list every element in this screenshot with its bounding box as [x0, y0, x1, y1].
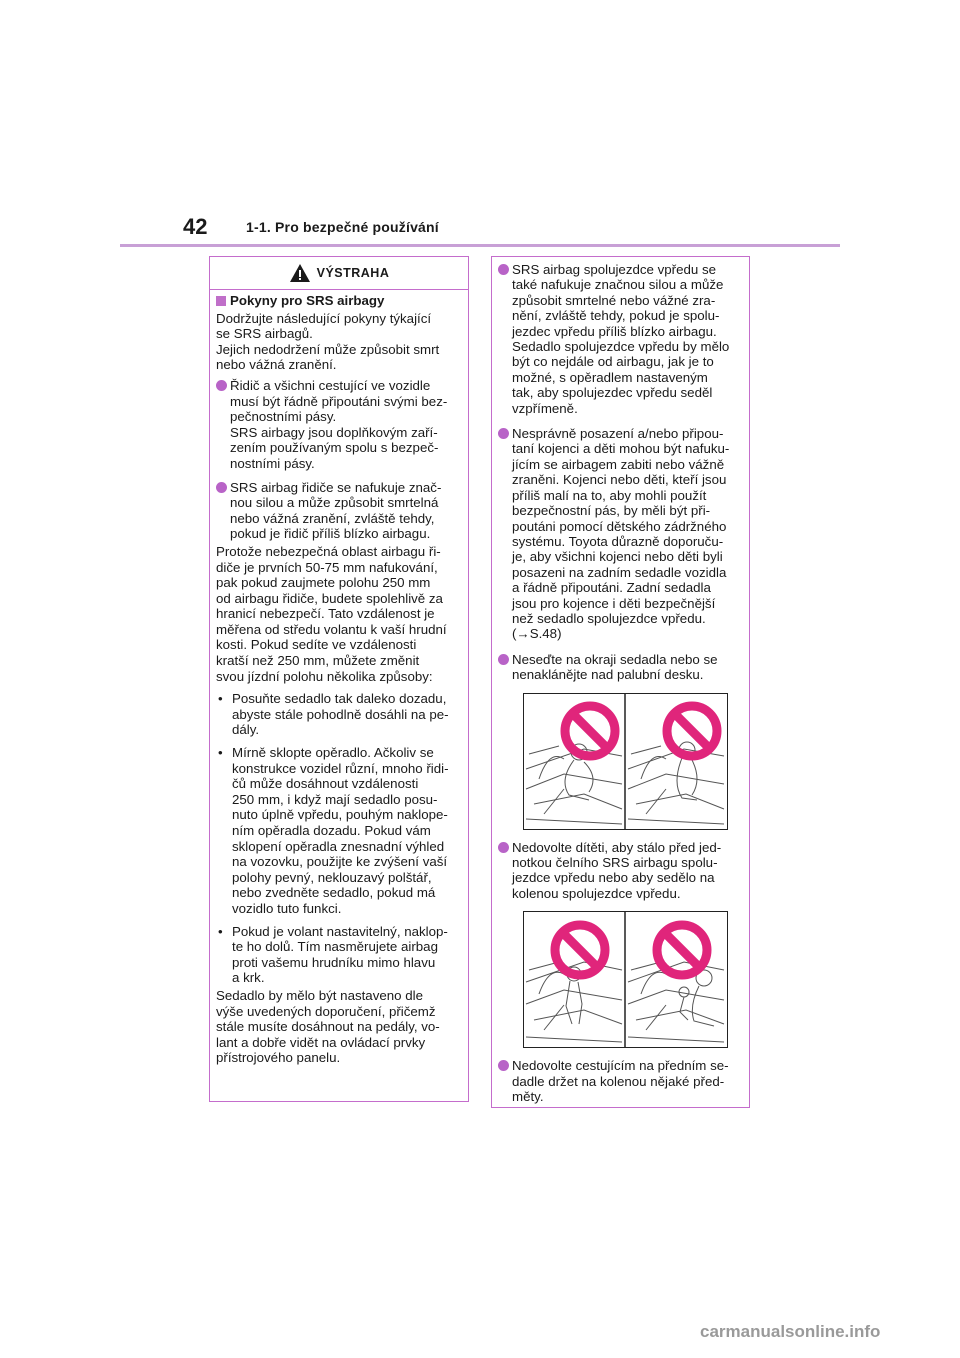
square-bullet-icon [216, 296, 226, 306]
prohibition-icon [565, 706, 615, 756]
dot-bullet-icon [498, 264, 509, 275]
list-item: Nedovolte dítěti, aby stálo před jed- notkou čelního SRS airbagu spolu- jezdce vpředu nebo aby sedělo na kolenou spolujezdce vpředu. [498, 840, 749, 902]
dot-bullet-icon [498, 654, 509, 665]
page-number: 42 [183, 214, 208, 239]
prohibition-icon [657, 925, 707, 975]
right-content [492, 257, 749, 1104]
dot-bullet-icon [216, 482, 227, 493]
list-item: • Posuňte sedadlo tak daleko dozadu, abyste stále pohodlně dosáhli na pe- dály. [218, 691, 449, 738]
section-title: 1-1. Pro bezpečné používání [246, 219, 439, 235]
prohibition-icon [667, 706, 717, 756]
prohibition-icon [555, 925, 605, 975]
dash-bullet: • [218, 923, 223, 939]
dot-bullet-icon [498, 842, 509, 853]
dot-bullet-icon [498, 1060, 509, 1071]
header-rule [120, 244, 840, 247]
illustration-child-posture [523, 911, 728, 1048]
warning-header [210, 257, 468, 290]
list-item: • Pokud je volant nastavitelný, naklop- te ho dolů. Tím nasměrujete airbag proti vašemu hrudníku mimo hlavu a krk. [218, 923, 448, 986]
dash-bullet: • [218, 745, 223, 761]
illustration-panel-left [526, 744, 622, 824]
warning-title: VÝSTRAHA [316, 266, 390, 280]
section-heading: Pokyny pro SRS airbagy [216, 293, 468, 309]
list-item: Nesprávně posazení a/nebo připou- taní kojenci a děti mohou být nafuku- jícím se airbagem zabiti nebo vážně zraněni. Kojenci nebo děti, kteří jsou příliš malí na to, aby mohli použít bezpečnostní pás, by měli být při- poutáni pomocí dětského zádržného systému. Toyota důrazně doporuču- je, aby všichni kojenci nebo děti byli posazeni na zadním sedadle vozidla a řádně připoutáni. Zadní sedadla jsou pro kojence i děti bezpečnější než sedadlo spolujezdce vpředu. (→S.48) [498, 426, 749, 642]
body-paragraph: Protože nebezpečná oblast airbagu ři- diče je prvních 50-75 mm nafukování, pak pokud zaujmete polohu 250 mm od airbagu řidiče, budete spolehlivě za hranicí nebezpečí. Tato vzdálenost je měřena od středu volantu k vaší hrudní kosti. Pokud sedíte ve vzdálenosti kratší než 250 mm, můžete změnit svou jízdní polohu několika způsoby: [216, 543, 447, 684]
dot-bullet-icon [216, 380, 227, 391]
illustration-passenger-posture [523, 693, 728, 830]
warning-box-right [491, 256, 750, 1108]
list-item: SRS airbag spolujezdce vpředu se také nafukuje značnou silou a může způsobit smrtelné nebo vážné zra- nění, zvláště tehdy, pokud je spolu- jezdec vpředu příliš blízko airbagu. Sedadlo spolujezdce vpředu by mělo být co nejdále od airbagu, jak je to možné, s opěradlem nastaveným tak, aby spolujezdec vpředu seděl vzpřímeně. [498, 262, 749, 416]
warning-triangle-icon [289, 263, 311, 283]
warning-box-left [209, 256, 469, 1102]
list-item: Neseďte na okraji sedadla nebo se nenaklánějte nad palubní desku. [498, 652, 749, 683]
list-item: SRS airbag řidiče se nafukuje znač- nou silou a může způsobit smrtelná nebo vážná zranění, zvláště tehdy, pokud je řidič příliš blízko airbagu. [216, 480, 468, 542]
body-paragraph: Sedadlo by mělo být nastaveno dle výše uvedených doporučení, přičemž stále musíte dosáhnout na pedály, vo- lant a dobře vidět na ovládací prvky přístrojového panelu. [216, 987, 440, 1066]
left-content [210, 290, 468, 1066]
list-item: Řidič a všichni cestující ve vozidle musí být řádně připoutáni svými bez- pečnostními pásy. SRS airbagy jsou doplňkovým zaří- zením používaným spolu s bezpeč- nostními pásy. [216, 378, 468, 472]
dash-bullet: • [218, 691, 223, 707]
watermark: carmanualsonline.info [700, 1322, 881, 1341]
intro-text: Dodržujte následující pokyny týkající se SRS airbagů. Jejich nedodržení může způsobit smrt nebo vážná zranění. [216, 310, 440, 373]
list-item: • Mírně sklopte opěradlo. Ačkoliv se konstrukce vozidel různí, mnoho řidi- čů může dosáhnout vzdálenosti 250 mm, i když mají sedadlo posu- nuto úplně vpředu, pouhým naklope- ním opěradla dozadu. Pokud vám sklopení opěradla znesnadní výhled na vozovku, použijte ke zvýšení vaší polohy pevný, neklouzavý polštář, nebo zvedněte sedadlo, pokud má vozidlo tuto funkci. [218, 745, 449, 916]
dot-bullet-icon [498, 428, 509, 439]
list-item: Nedovolte cestujícím na předním se- dadle držet na kolenou nějaké před- měty. [498, 1058, 749, 1104]
